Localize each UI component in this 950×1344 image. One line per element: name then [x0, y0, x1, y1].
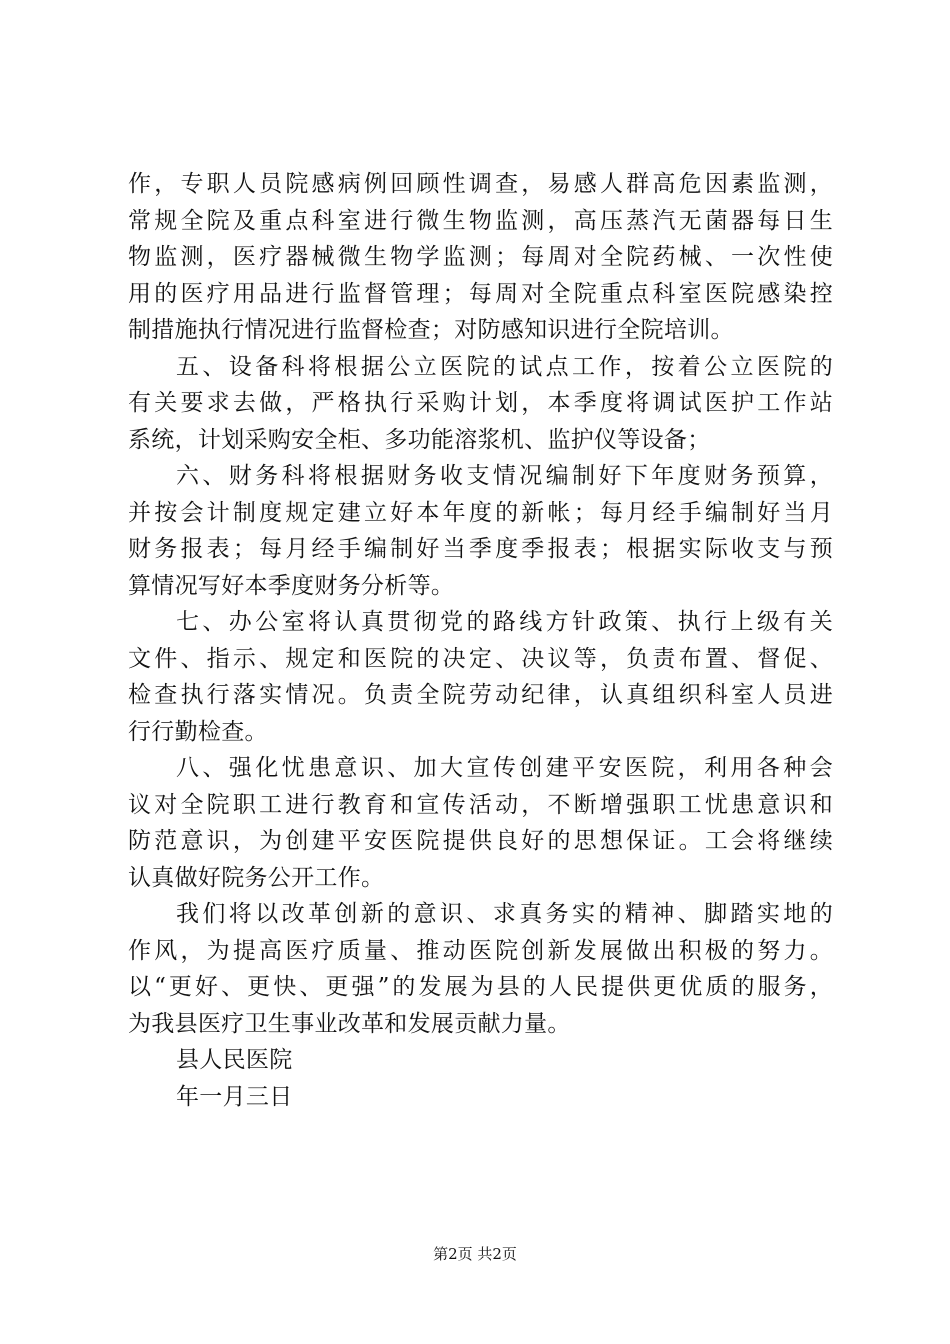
paragraph-seven-start: 七、办公室将认真贯彻党的路线方针政策、执行上级有关: [176, 609, 833, 635]
text-line: 作，专职人员院感病例回顾性调查，易感人群高危因素监测，: [128, 171, 833, 197]
page-footer: 第2页 共2页: [433, 1245, 517, 1263]
text-line: 系统，计划采购安全柜、多功能溶浆机、监护仪等设备；: [128, 426, 711, 453]
text-line: 用的医疗用品进行监督管理；每周对全院重点科室医院感染控: [128, 280, 833, 307]
text-line: 议对全院职工进行教育和宣传活动，不断增强职工忧患意识和: [128, 791, 833, 818]
text-line: 常规全院及重点科室进行微生物监测，高压蒸汽无菌器每日生: [128, 207, 833, 234]
signature-org: 县人民医院: [176, 1047, 293, 1073]
text-line: 作风，为提高医疗质量、推动医院创新发展做出积极的努力。: [128, 937, 833, 964]
paragraph-eight-start: 八、强化忧患意识、加大宣传创建平安医院，利用各种会: [176, 755, 833, 781]
text-line: 以“更好、更快、更强”的发展为县的人民提供更优质的服务，: [128, 974, 833, 1000]
document-body: [128, 166, 833, 1115]
signature-date: 年一月三日: [176, 1083, 293, 1110]
text-line: 认真做好院务公开工作。: [128, 864, 385, 891]
text-line: 并按会计制度规定建立好本年度的新帐；每月经手编制好当月: [128, 499, 833, 526]
text-line: 为我县医疗卫生事业改革和发展贡献力量。: [128, 1010, 571, 1037]
closing-paragraph-start: 我们将以改革创新的意识、求真务实的精神、脚踏实地的: [176, 901, 833, 927]
text-line: 有关要求去做，严格执行采购计划，本季度将调试医护工作站: [128, 390, 833, 416]
text-line: 算情况写好本季度财务分析等。: [128, 572, 455, 599]
text-line: 制措施执行情况进行监督检查；对防感知识进行全院培训。: [128, 317, 734, 343]
text-line: 财务报表；每月经手编制好当季度季报表；根据实际收支与预: [128, 536, 833, 562]
paragraph-six-start: 六、财务科将根据财务收支情况编制好下年度财务预算，: [176, 463, 833, 489]
text-line: 物监测，医疗器械微生物学监测；每周对全院药械、一次性使: [128, 244, 833, 270]
text-line: 防范意识，为创建平安医院提供良好的思想保证。工会将继续: [128, 828, 833, 854]
paragraph-five-start: 五、设备科将根据公立医院的试点工作，按着公立医院的: [176, 353, 833, 380]
text-line: 检查执行落实情况。负责全院劳动纪律，认真组织科室人员进: [128, 682, 833, 708]
text-line: 文件、指示、规定和医院的决定、决议等，负责布置、督促、: [128, 645, 833, 672]
text-line: 行行勤检查。: [128, 718, 268, 745]
